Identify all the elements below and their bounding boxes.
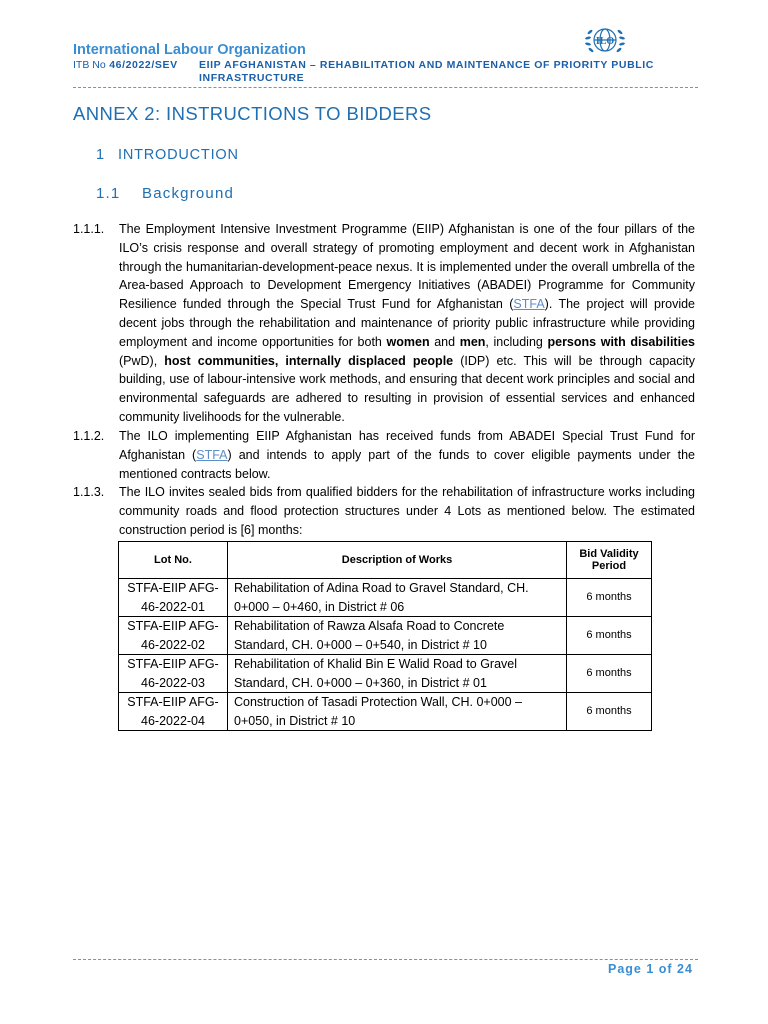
itb-reference (73, 59, 199, 72)
paragraph-number: 1.1.2. (73, 429, 105, 443)
paragraph-1-1-2 (73, 427, 695, 483)
project-title (199, 59, 675, 85)
project-title-line1: EIIP AFGHANISTAN – REHABILITATION AND MAINTENANCE OF PRIORITY PUBLIC (199, 59, 654, 71)
paragraph-1-1-3 (73, 483, 695, 539)
table-row (119, 617, 652, 655)
paragraph-number: 1.1.1. (73, 222, 105, 236)
text-run: , including (485, 334, 548, 349)
table-row (119, 579, 652, 617)
description-cell: Rehabilitation of Adina Road to Gravel Standard, CH. 0+000 – 0+460, in District # 06 (228, 579, 567, 617)
page-number: Page 1 of 24 (608, 962, 693, 976)
organization-name: International Labour Organization (73, 42, 306, 58)
footer-divider (73, 959, 698, 960)
ilo-globe-logo-icon (582, 20, 628, 60)
subsection-heading (96, 185, 234, 202)
paragraph-text: The ILO invites sealed bids from qualified bidders for the rehabilitation of infrastructure works including community roads and flood protection structures under 4 Lots as mentioned below. The estimated construction period is [6] months: (119, 485, 695, 537)
validity-cell: 6 months (567, 693, 652, 731)
lots-table (118, 541, 652, 731)
itb-label: ITB No (73, 59, 106, 71)
text-run: (PwD), (119, 353, 165, 368)
text-run: (IDP) etc. This will be through capacity building, use of labour-intensive work methods, and ensuring that decent work principles and social and environmental safeguards are adhered to resulting in provision of essential services and enhanced community livelihoods for the vulnerable. (119, 353, 695, 424)
stfa-link[interactable]: STFA (196, 447, 228, 462)
bold-host-idp: host communities, internally displaced people (164, 353, 454, 368)
lot-number-cell: STFA-EIIP AFG-46-2022-01 (119, 579, 228, 617)
annex-title: ANNEX 2: INSTRUCTIONS TO BIDDERS (73, 103, 432, 124)
section-heading (96, 147, 239, 163)
project-title-line2: INFRASTRUCTURE (199, 72, 305, 84)
table-header-row (119, 542, 652, 579)
description-cell: Construction of Tasadi Protection Wall, CH. 0+000 – 0+050, in District # 10 (228, 693, 567, 731)
lot-number-cell: STFA-EIIP AFG-46-2022-03 (119, 655, 228, 693)
validity-cell: 6 months (567, 579, 652, 617)
subsection-number: 1.1 (96, 185, 121, 202)
lot-number-cell: STFA-EIIP AFG-46-2022-02 (119, 617, 228, 655)
table-row (119, 655, 652, 693)
validity-cell: 6 months (567, 655, 652, 693)
lot-number-cell: STFA-EIIP AFG-46-2022-04 (119, 693, 228, 731)
text-run: The ILO implementing EIIP Afghanistan has received funds from ABADEI Special Trust Fund for Afghanistan ( (119, 429, 695, 462)
text-run: The Employment Intensive Investment Programme (EIIP) Afghanistan is one of the four pillars of the ILO’s crisis response and overall strategy of promoting employment and decent work in Afghanistan through the humanitarian-development-peace nexus. It is implemented under the overall umbrella of the Area-based Approach to Development Emergency Initiatives (ABADEI) Programme for Community Resilience funded through the Special Trust Fund for Afghanistan ( (119, 222, 695, 312)
text-run: and (429, 334, 460, 349)
column-header-description: Description of Works (228, 542, 567, 579)
header-reference (73, 59, 683, 85)
stfa-link[interactable]: STFA (513, 297, 545, 312)
bold-men: men (459, 334, 486, 349)
section-number: 1 (96, 147, 105, 163)
bold-women: women (386, 334, 430, 349)
table-row (119, 693, 652, 731)
bold-pwd: persons with disabilities (547, 334, 695, 349)
description-cell: Rehabilitation of Rawza Alsafa Road to Concrete Standard, CH. 0+000 – 0+540, in District # 10 (228, 617, 567, 655)
section-title: INTRODUCTION (118, 147, 239, 163)
paragraph-1-1-1 (73, 220, 695, 427)
description-cell: Rehabilitation of Khalid Bin E Walid Road to Gravel Standard, CH. 0+000 – 0+360, in District # 01 (228, 655, 567, 693)
column-header-validity: Bid Validity Period (567, 542, 652, 579)
header-divider (73, 87, 698, 88)
paragraph-number: 1.1.3. (73, 485, 105, 499)
paragraph-text (119, 427, 695, 483)
logo-text: ILO (595, 36, 615, 47)
subsection-title: Background (142, 185, 235, 202)
validity-cell: 6 months (567, 617, 652, 655)
itb-number: 46/2022/SEV (109, 59, 178, 71)
column-header-lot: Lot No. (119, 542, 228, 579)
text-run: ). The project will provide decent jobs through the rehabilitation and maintenance of priority public infrastructure while providing employment and income opportunities for both (119, 297, 695, 349)
text-run: ) and intends to apply part of the funds to cover eligible payments under the mentioned contracts below. (119, 447, 695, 481)
paragraph-text (119, 220, 695, 427)
